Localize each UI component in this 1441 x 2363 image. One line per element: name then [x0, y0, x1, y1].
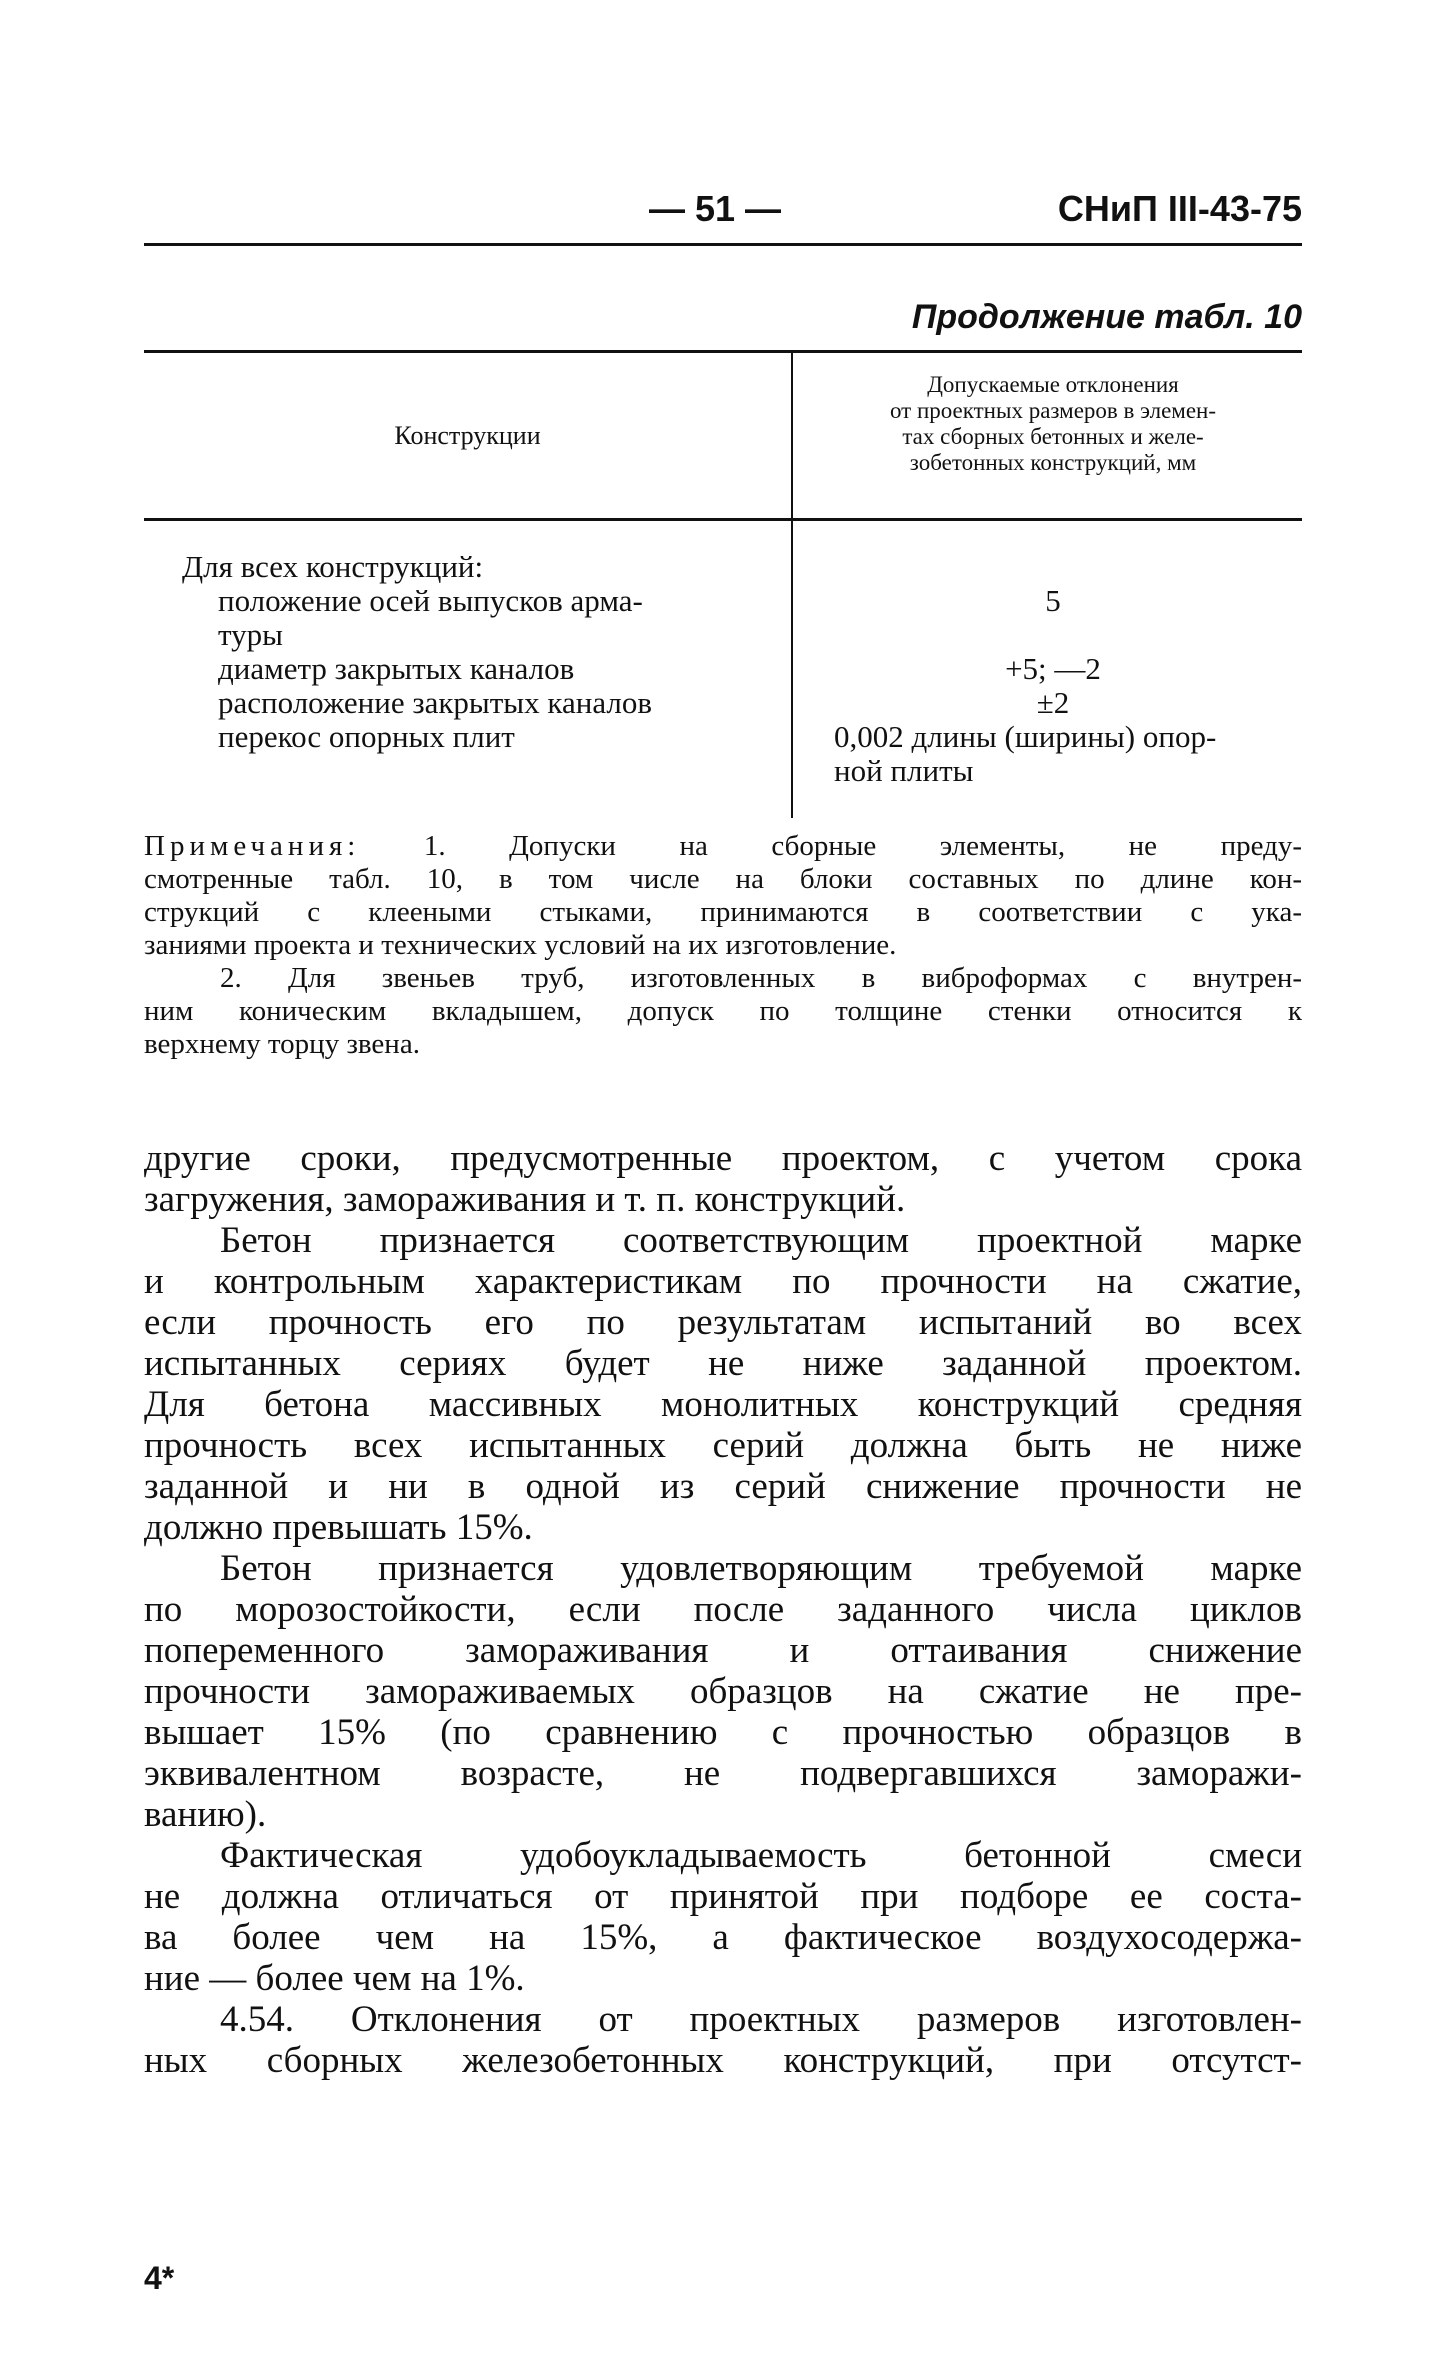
table-row-value: 0,002 длины (ширины) опор- [834, 719, 1217, 754]
body-line: попеременного замораживания и оттаивания снижение [144, 1630, 1302, 1671]
body-line: ние — более чем на 1%. [144, 1958, 525, 1999]
header-divider [144, 243, 1302, 246]
table-caption: Продолжение табл. 10 [911, 298, 1302, 336]
table-body-constructions [182, 550, 782, 754]
body-line: не должна отличаться от принятой при подборе ее соста- [144, 1876, 1302, 1917]
notes-line [144, 830, 1302, 863]
notes-line: 2. Для звеньев труб, изготовленных в виброформах с внутрен- [220, 962, 1302, 994]
notes-label: Примечания: [144, 830, 361, 862]
notes-line: верхнему торцу звена. [144, 1028, 420, 1060]
body-line: эквивалентном возрасте, не подвергавшихся заморажи- [144, 1753, 1302, 1794]
notes-text: 1. Допуски на сборные элементы, не преду- [360, 830, 1302, 862]
column-header-constructions-label: Конструкции [394, 420, 541, 450]
table-spacer [804, 550, 1302, 584]
body-line: вышает 15% (по сравнению с прочностью образцов в [144, 1712, 1302, 1753]
table-row-value: +5; —2 [1005, 651, 1101, 686]
body-line: ванию). [144, 1794, 267, 1835]
table-spacer [804, 618, 1302, 652]
body-line: Бетон признается соответствующим проектной марке [220, 1220, 1302, 1261]
body-line: если прочность его по результатам испытаний во всех [144, 1302, 1302, 1343]
body-line: Бетон признается удовлетворяющим требуемой марке [220, 1548, 1302, 1589]
table-row-value: ной плиты [834, 753, 974, 788]
body-line: загружения, замораживания и т. п. конструкций. [144, 1179, 906, 1220]
column-header-constructions [144, 353, 791, 518]
notes-line: струкций с клееными стыками, принимаются в соответствии с ука- [144, 896, 1302, 928]
signature-mark: 4* [144, 2260, 175, 2296]
table-row-label: диаметр закрытых каналов [218, 651, 575, 686]
notes-line: заниями проекта и технических условий на их изготовление. [144, 929, 897, 961]
body-line: испытанных сериях будет не ниже заданной проектом. [144, 1343, 1302, 1384]
body-line: прочности замораживаемых образцов на сжатие не пре- [144, 1671, 1302, 1712]
table-row-label: положение осей выпусков арма- [218, 583, 643, 618]
table-notes [144, 830, 1302, 1061]
body-text [144, 1138, 1302, 2081]
page-number: — 51 — [649, 188, 782, 229]
body-line: 4.54. Отклонения от проектных размеров изготовлен- [220, 1999, 1302, 2040]
document-code: СНиП III-43-75 [1057, 188, 1302, 229]
column-header-deviations-line: от проектных размеров в элемен- [889, 398, 1217, 423]
table-body-deviations [804, 550, 1302, 788]
body-line: по морозостойкости, если после заданного числа циклов [144, 1589, 1302, 1630]
body-line: Фактическая удобоукладываемость бетонной смеси [220, 1835, 1302, 1876]
column-header-deviations-line: тах сборных бетонных и желе- [902, 424, 1204, 449]
tolerance-table [144, 350, 1302, 818]
table-row-value: 5 [1045, 583, 1061, 618]
table-row-value: ±2 [1036, 685, 1070, 720]
table-row-label: расположение закрытых каналов [218, 685, 652, 720]
table-column-divider [791, 353, 793, 818]
body-line: прочность всех испытанных серий должна быть не ниже [144, 1425, 1302, 1466]
body-line: должно превышать 15%. [144, 1507, 533, 1548]
table-row-label: туры [218, 617, 283, 652]
column-header-deviations-line: зобетонных конструкций, мм [909, 450, 1197, 475]
notes-line: смотренные табл. 10, в том числе на блоки составных по длине кон- [144, 863, 1302, 895]
notes-line: ним коническим вкладышем, допуск по толщине стенки относится к [144, 995, 1302, 1027]
body-line: другие сроки, предусмотренные проектом, с учетом срока [144, 1138, 1302, 1179]
table-group-label: Для всех конструкций: [182, 549, 484, 584]
body-line: ва более чем на 15%, а фактическое воздухосодержа- [144, 1917, 1302, 1958]
table-row-label: перекос опорных плит [218, 719, 515, 754]
column-header-deviations [804, 372, 1302, 476]
body-line: Для бетона массивных монолитных конструкций средняя [144, 1384, 1302, 1425]
column-header-deviations-line: Допускаемые отклонения [927, 372, 1179, 397]
body-line: заданной и ни в одной из серий снижение прочности не [144, 1466, 1302, 1507]
table-header-rule [144, 518, 1302, 521]
page-header [144, 188, 1302, 250]
body-line: и контрольным характеристикам по прочности на сжатие, [144, 1261, 1302, 1302]
body-line: ных сборных железобетонных конструкций, при отсутст- [144, 2040, 1302, 2081]
